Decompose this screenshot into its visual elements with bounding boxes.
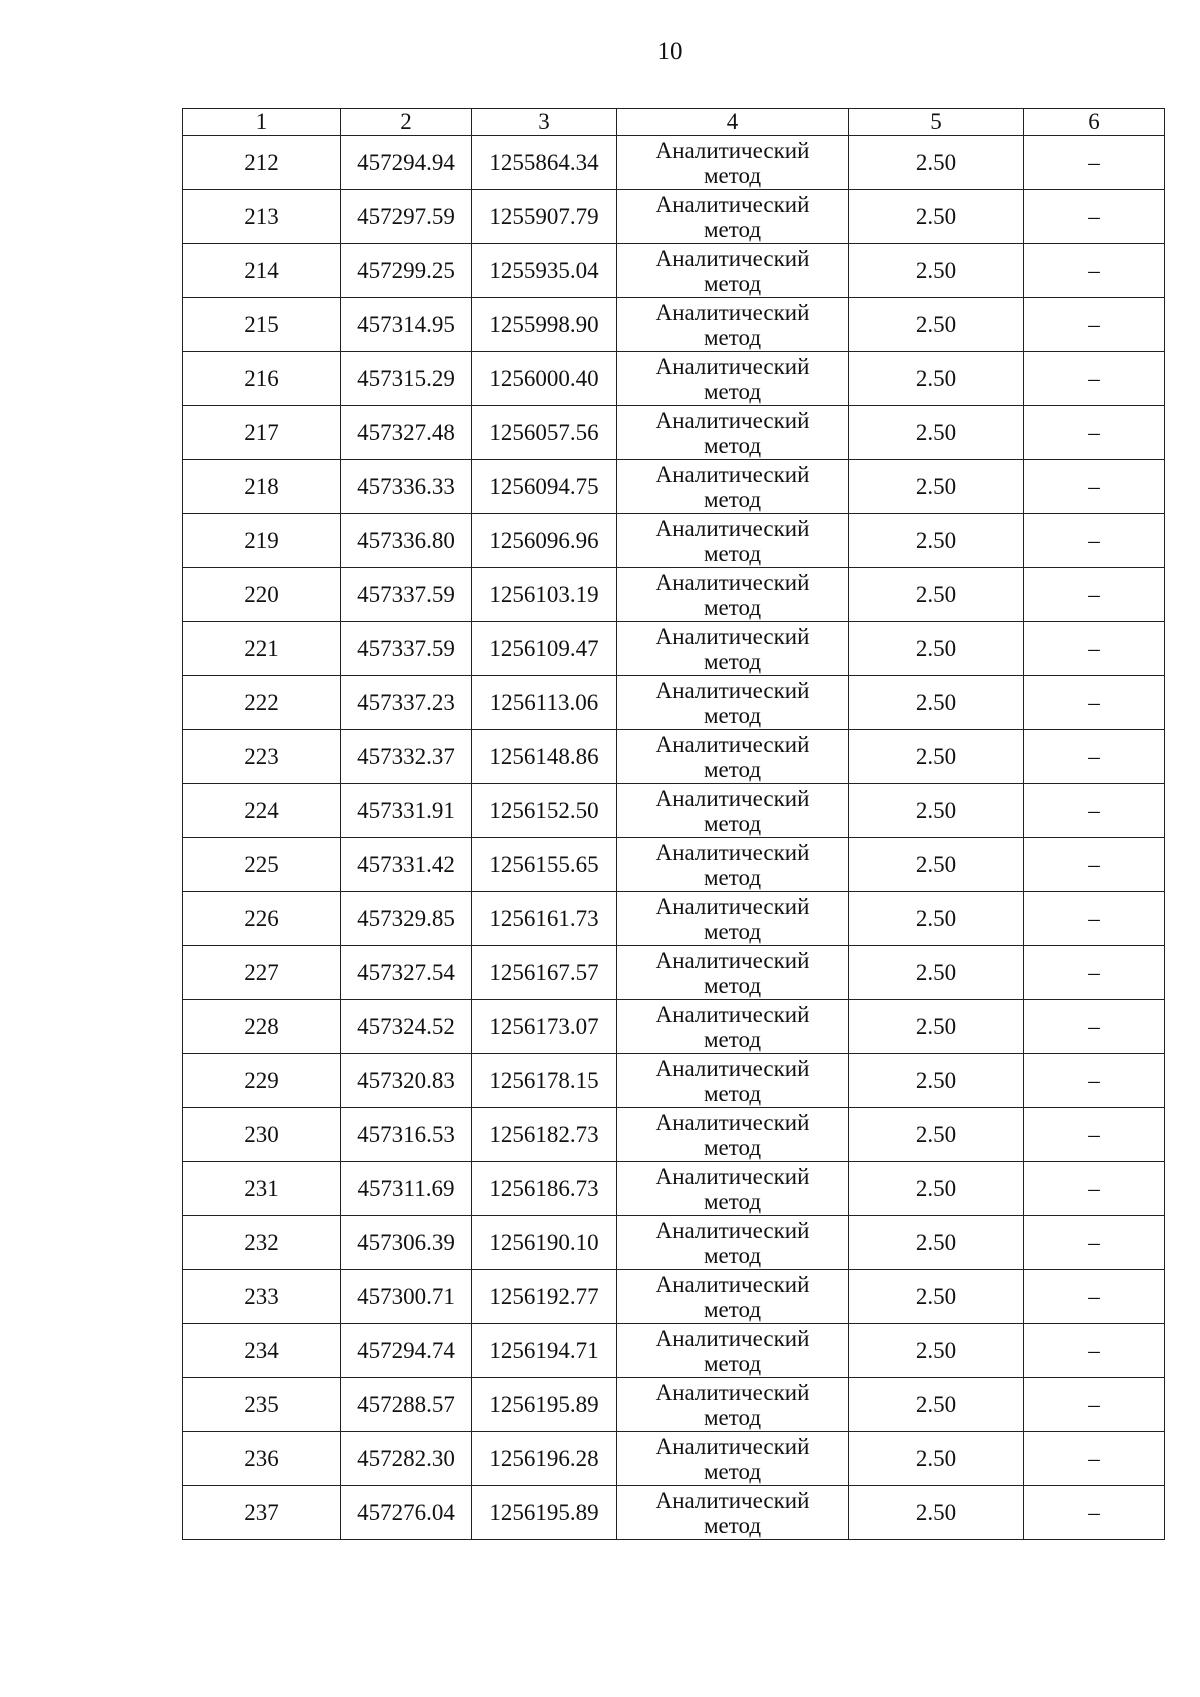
note-cell: – [1024,1432,1165,1486]
note-cell: – [1024,838,1165,892]
x-coordinate-cell: 457276.04 [341,1486,472,1540]
method-label-line1: Аналитический [655,245,810,271]
method-label-line1: Аналитический [655,623,810,649]
point-number-cell: 231 [183,1162,341,1216]
x-coordinate-cell: 457331.91 [341,784,472,838]
table-row [183,1108,1165,1162]
method-label-line2: метод [703,918,762,944]
method-cell [617,1324,849,1378]
method-cell [617,784,849,838]
point-number-cell: 225 [183,838,341,892]
x-coordinate-cell: 457299.25 [341,244,472,298]
note-cell: – [1024,136,1165,190]
x-coordinate-cell: 457294.94 [341,136,472,190]
accuracy-cell: 2.50 [849,1162,1024,1216]
method-cell [617,1378,849,1432]
note-cell: – [1024,1000,1165,1054]
note-cell: – [1024,676,1165,730]
y-coordinate-cell: 1256195.89 [472,1486,617,1540]
table-row [183,1486,1165,1540]
y-coordinate-cell: 1256155.65 [472,838,617,892]
method-label-line2: метод [703,702,762,728]
note-cell: – [1024,244,1165,298]
accuracy-cell: 2.50 [849,352,1024,406]
x-coordinate-cell: 457324.52 [341,1000,472,1054]
method-label-line2: метод [703,1512,762,1538]
note-cell: – [1024,1378,1165,1432]
method-label-line1: Аналитический [655,893,810,919]
method-label-line2: метод [703,540,762,566]
method-label-line1: Аналитический [655,1217,810,1243]
note-cell: – [1024,1486,1165,1540]
y-coordinate-cell: 1256057.56 [472,406,617,460]
method-label-line2: метод [703,972,762,998]
note-cell: – [1024,1324,1165,1378]
method-label-line1: Аналитический [655,1433,810,1459]
method-label-line1: Аналитический [655,569,810,595]
method-cell [617,352,849,406]
y-coordinate-cell: 1256190.10 [472,1216,617,1270]
method-label-line2: метод [703,1188,762,1214]
table-row [183,622,1165,676]
accuracy-cell: 2.50 [849,1108,1024,1162]
method-cell [617,460,849,514]
accuracy-cell: 2.50 [849,1486,1024,1540]
point-number-cell: 221 [183,622,341,676]
method-label-line2: метод [703,1458,762,1484]
method-label-line1: Аналитический [655,947,810,973]
note-cell: – [1024,190,1165,244]
method-label-line1: Аналитический [655,1055,810,1081]
accuracy-cell: 2.50 [849,298,1024,352]
method-label-line2: метод [703,1026,762,1052]
method-label-line1: Аналитический [655,1271,810,1297]
method-cell [617,406,849,460]
note-cell: – [1024,1162,1165,1216]
point-number-cell: 220 [183,568,341,622]
table-row [183,1432,1165,1486]
method-cell [617,1486,849,1540]
y-coordinate-cell: 1256152.50 [472,784,617,838]
y-coordinate-cell: 1256178.15 [472,1054,617,1108]
table-row [183,298,1165,352]
accuracy-cell: 2.50 [849,190,1024,244]
x-coordinate-cell: 457327.54 [341,946,472,1000]
y-coordinate-cell: 1256196.28 [472,1432,617,1486]
accuracy-cell: 2.50 [849,1324,1024,1378]
method-label-line1: Аналитический [655,1001,810,1027]
note-cell: – [1024,1108,1165,1162]
method-cell [617,1108,849,1162]
method-label-line1: Аналитический [655,461,810,487]
accuracy-cell: 2.50 [849,730,1024,784]
point-number-cell: 237 [183,1486,341,1540]
table-row [183,838,1165,892]
y-coordinate-cell: 1256094.75 [472,460,617,514]
point-number-cell: 219 [183,514,341,568]
table-row [183,676,1165,730]
y-coordinate-cell: 1256109.47 [472,622,617,676]
x-coordinate-cell: 457311.69 [341,1162,472,1216]
note-cell: – [1024,352,1165,406]
column-header-2: 2 [341,109,472,136]
table-body [183,136,1165,1540]
method-label-line2: метод [703,1296,762,1322]
column-header-6: 6 [1024,109,1165,136]
column-header-3: 3 [472,109,617,136]
table-row [183,1054,1165,1108]
method-label-line1: Аналитический [655,407,810,433]
point-number-cell: 216 [183,352,341,406]
y-coordinate-cell: 1256173.07 [472,1000,617,1054]
accuracy-cell: 2.50 [849,784,1024,838]
note-cell: – [1024,622,1165,676]
x-coordinate-cell: 457300.71 [341,1270,472,1324]
method-label-line2: метод [703,432,762,458]
column-header-5: 5 [849,109,1024,136]
accuracy-cell: 2.50 [849,838,1024,892]
method-label-line2: метод [703,162,762,188]
method-label-line2: метод [703,756,762,782]
y-coordinate-cell: 1256186.73 [472,1162,617,1216]
method-label-line1: Аналитический [655,1109,810,1135]
method-cell [617,298,849,352]
method-label-line2: метод [703,648,762,674]
x-coordinate-cell: 457337.59 [341,622,472,676]
method-label-line2: метод [703,216,762,242]
accuracy-cell: 2.50 [849,1378,1024,1432]
table-row [183,946,1165,1000]
method-label-line1: Аналитический [655,191,810,217]
table-row [183,1216,1165,1270]
method-label-line1: Аналитический [655,515,810,541]
x-coordinate-cell: 457316.53 [341,1108,472,1162]
method-cell [617,1216,849,1270]
coordinates-table [182,108,1165,1540]
point-number-cell: 233 [183,1270,341,1324]
table-row [183,514,1165,568]
method-label-line2: метод [703,378,762,404]
point-number-cell: 218 [183,460,341,514]
x-coordinate-cell: 457297.59 [341,190,472,244]
table-row [183,568,1165,622]
y-coordinate-cell: 1256000.40 [472,352,617,406]
accuracy-cell: 2.50 [849,1270,1024,1324]
point-number-cell: 222 [183,676,341,730]
note-cell: – [1024,1270,1165,1324]
point-number-cell: 212 [183,136,341,190]
method-label-line2: метод [703,1134,762,1160]
method-cell [617,730,849,784]
y-coordinate-cell: 1255998.90 [472,298,617,352]
accuracy-cell: 2.50 [849,1216,1024,1270]
point-number-cell: 224 [183,784,341,838]
note-cell: – [1024,730,1165,784]
x-coordinate-cell: 457331.42 [341,838,472,892]
table-row [183,1270,1165,1324]
table-row [183,730,1165,784]
note-cell: – [1024,784,1165,838]
note-cell: – [1024,298,1165,352]
method-label-line2: метод [703,1404,762,1430]
method-label-line2: метод [703,1242,762,1268]
note-cell: – [1024,568,1165,622]
table-row [183,460,1165,514]
method-label-line2: метод [703,324,762,350]
method-label-line2: метод [703,270,762,296]
method-cell [617,946,849,1000]
method-label-line1: Аналитический [655,1379,810,1405]
accuracy-cell: 2.50 [849,1000,1024,1054]
table-row [183,1378,1165,1432]
method-label-line1: Аналитический [655,137,810,163]
accuracy-cell: 2.50 [849,1432,1024,1486]
x-coordinate-cell: 457315.29 [341,352,472,406]
y-coordinate-cell: 1256096.96 [472,514,617,568]
y-coordinate-cell: 1256194.71 [472,1324,617,1378]
point-number-cell: 236 [183,1432,341,1486]
y-coordinate-cell: 1256192.77 [472,1270,617,1324]
y-coordinate-cell: 1256161.73 [472,892,617,946]
method-label-line1: Аналитический [655,677,810,703]
method-cell [617,892,849,946]
y-coordinate-cell: 1256167.57 [472,946,617,1000]
method-cell [617,1270,849,1324]
method-cell [617,568,849,622]
accuracy-cell: 2.50 [849,892,1024,946]
header-row [183,109,1165,136]
method-label-line1: Аналитический [655,839,810,865]
table-row [183,892,1165,946]
point-number-cell: 229 [183,1054,341,1108]
y-coordinate-cell: 1256182.73 [472,1108,617,1162]
note-cell: – [1024,892,1165,946]
point-number-cell: 217 [183,406,341,460]
table-row [183,352,1165,406]
method-label-line1: Аналитический [655,1163,810,1189]
method-cell [617,622,849,676]
point-number-cell: 223 [183,730,341,784]
page-number: 10 [657,38,683,65]
x-coordinate-cell: 457336.33 [341,460,472,514]
x-coordinate-cell: 457320.83 [341,1054,472,1108]
x-coordinate-cell: 457337.23 [341,676,472,730]
table-row [183,1324,1165,1378]
table-row [183,784,1165,838]
y-coordinate-cell: 1256148.86 [472,730,617,784]
method-cell [617,244,849,298]
y-coordinate-cell: 1255935.04 [472,244,617,298]
y-coordinate-cell: 1256195.89 [472,1378,617,1432]
x-coordinate-cell: 457327.48 [341,406,472,460]
accuracy-cell: 2.50 [849,946,1024,1000]
method-label-line1: Аналитический [655,731,810,757]
accuracy-cell: 2.50 [849,568,1024,622]
accuracy-cell: 2.50 [849,622,1024,676]
x-coordinate-cell: 457294.74 [341,1324,472,1378]
x-coordinate-cell: 457306.39 [341,1216,472,1270]
x-coordinate-cell: 457336.80 [341,514,472,568]
point-number-cell: 232 [183,1216,341,1270]
point-number-cell: 230 [183,1108,341,1162]
method-cell [617,136,849,190]
column-header-4: 4 [617,109,849,136]
point-number-cell: 228 [183,1000,341,1054]
column-header-1: 1 [183,109,341,136]
method-cell [617,1000,849,1054]
x-coordinate-cell: 457332.37 [341,730,472,784]
x-coordinate-cell: 457329.85 [341,892,472,946]
table-header [183,109,1165,136]
y-coordinate-cell: 1255907.79 [472,190,617,244]
x-coordinate-cell: 457288.57 [341,1378,472,1432]
x-coordinate-cell: 457282.30 [341,1432,472,1486]
y-coordinate-cell: 1255864.34 [472,136,617,190]
point-number-cell: 214 [183,244,341,298]
method-label-line2: метод [703,1350,762,1376]
method-label-line2: метод [703,1080,762,1106]
note-cell: – [1024,460,1165,514]
table-row [183,1162,1165,1216]
method-cell [617,676,849,730]
y-coordinate-cell: 1256103.19 [472,568,617,622]
note-cell: – [1024,1054,1165,1108]
point-number-cell: 213 [183,190,341,244]
method-cell [617,190,849,244]
table-row [183,244,1165,298]
method-cell [617,514,849,568]
table-row [183,406,1165,460]
accuracy-cell: 2.50 [849,406,1024,460]
method-label-line2: метод [703,486,762,512]
accuracy-cell: 2.50 [849,1054,1024,1108]
accuracy-cell: 2.50 [849,244,1024,298]
point-number-cell: 235 [183,1378,341,1432]
method-label-line1: Аналитический [655,353,810,379]
method-label-line1: Аналитический [655,1487,810,1513]
accuracy-cell: 2.50 [849,514,1024,568]
note-cell: – [1024,406,1165,460]
y-coordinate-cell: 1256113.06 [472,676,617,730]
accuracy-cell: 2.50 [849,136,1024,190]
method-label-line2: метод [703,594,762,620]
point-number-cell: 226 [183,892,341,946]
note-cell: – [1024,946,1165,1000]
point-number-cell: 215 [183,298,341,352]
method-cell [617,1432,849,1486]
table-row [183,190,1165,244]
method-label-line1: Аналитический [655,1325,810,1351]
method-label-line2: метод [703,810,762,836]
point-number-cell: 234 [183,1324,341,1378]
accuracy-cell: 2.50 [849,460,1024,514]
point-number-cell: 227 [183,946,341,1000]
method-label-line1: Аналитический [655,299,810,325]
note-cell: – [1024,1216,1165,1270]
method-label-line1: Аналитический [655,785,810,811]
x-coordinate-cell: 457314.95 [341,298,472,352]
method-label-line2: метод [703,864,762,890]
method-cell [617,1054,849,1108]
method-cell [617,1162,849,1216]
x-coordinate-cell: 457337.59 [341,568,472,622]
accuracy-cell: 2.50 [849,676,1024,730]
table-row [183,1000,1165,1054]
method-cell [617,838,849,892]
table-row [183,136,1165,190]
note-cell: – [1024,514,1165,568]
